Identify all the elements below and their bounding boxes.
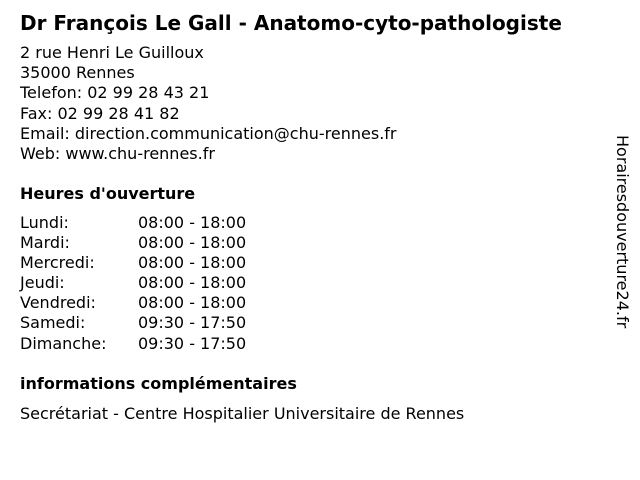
opening-hours-heading: Heures d'ouverture — [20, 184, 196, 203]
hours-row-wednesday — [20, 253, 320, 273]
hours-row-sunday — [20, 334, 320, 354]
email-address: Email: direction.communication@chu-rennes.fr — [20, 123, 397, 143]
site-watermark — [612, 135, 634, 371]
time-range: 08:00 - 18:00 — [138, 253, 247, 273]
address-city: 35000 Rennes — [20, 63, 135, 83]
day-label: Mercredi: — [20, 253, 95, 273]
additional-info-heading: informations complémentaires — [20, 374, 297, 393]
day-label: Lundi: — [20, 213, 69, 232]
address-street: 2 rue Henri Le Guilloux — [20, 43, 204, 62]
opening-hours-list — [20, 213, 320, 354]
hours-row-friday — [20, 293, 320, 313]
additional-info-text: Secrétariat - Centre Hospitalier Universitaire de Rennes — [20, 404, 465, 423]
time-range: 09:30 - 17:50 — [138, 313, 247, 333]
day-label: Mardi: — [20, 233, 70, 253]
website: Web: www.chu-rennes.fr — [20, 143, 215, 163]
hours-row-monday — [20, 213, 320, 233]
time-range: 08:00 - 18:00 — [138, 293, 247, 313]
hours-row-thursday — [20, 273, 320, 293]
day-label: Vendredi: — [20, 293, 96, 313]
hours-row-tuesday — [20, 233, 320, 253]
phone-number: Telefon: 02 99 28 43 21 — [20, 83, 210, 103]
day-label: Dimanche: — [20, 333, 107, 353]
day-label: Jeudi: — [20, 273, 65, 293]
fax-number: Fax: 02 99 28 41 82 — [20, 103, 180, 123]
time-range: 08:00 - 18:00 — [138, 273, 247, 293]
page-title: Dr François Le Gall - Anatomo-cyto-pathologiste — [20, 11, 562, 35]
time-range: 08:00 - 18:00 — [138, 233, 247, 253]
watermark-text: Horairesdouverture24.fr — [613, 135, 632, 329]
hours-row-saturday — [20, 313, 320, 333]
time-range: 08:00 - 18:00 — [138, 213, 247, 232]
time-range: 09:30 - 17:50 — [138, 333, 247, 353]
contact-block — [20, 43, 396, 164]
day-label: Samedi: — [20, 313, 86, 333]
